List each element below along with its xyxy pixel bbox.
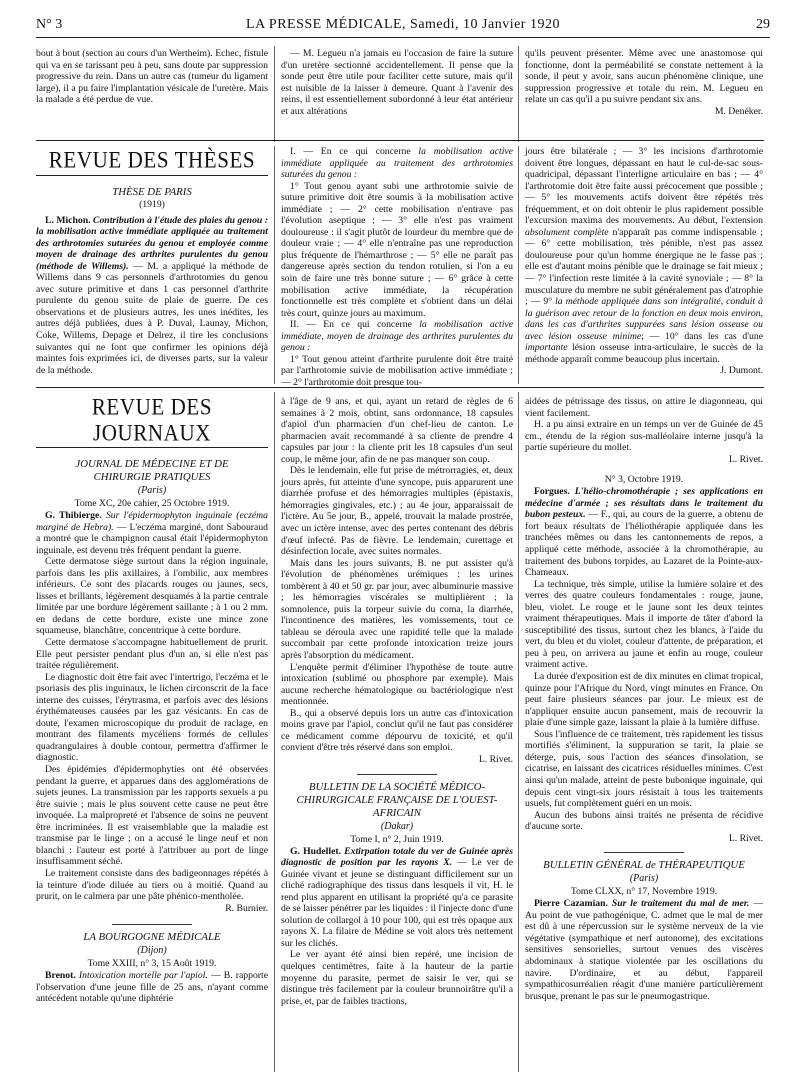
- journal-4-title: BULLETIN GÉNÉRAL de THÉRAPEUTIQUE: [543, 859, 745, 872]
- article-3-p3: aidées de pétrissage des tissus, on attire le diagonneau, qui vient facilement.: [525, 396, 763, 419]
- theses-section-title: REVUE DES THÈSES: [48, 147, 256, 173]
- journaux-section-title: REVUE DES JOURNAUX: [91, 394, 213, 446]
- theses-col-3-italic-3: importante: [525, 342, 568, 354]
- journal-3-place: (Dakar): [380, 820, 414, 832]
- journal-4-place: (Paris): [629, 873, 659, 885]
- article-4-p4: Sous l'influence de ce traitement, très rapidement les tissus mortifiés s'éliminent, la suppuration se tarit, la plaie se déterge, puis, sous l'action des séances d'insolation, se cicatrise, en laissant des cicatrices résiduelles minimes. C'est ainsi qu'un malade, atteint de peste bubonique inguinale, qui depuis cent vingt-six jours résistait à tous les traitements usuels, fut complètement guéri en un mois.: [525, 728, 763, 810]
- theses-col-2: [281, 146, 513, 388]
- journal-3-title: BULLETIN DE LA SOCIÉTÉ MÉDICO-CHIRURGICALE FRANÇAISE DE L'OUEST-AFRICAIN: [296, 780, 498, 819]
- journal-2-place: (Dijon): [137, 945, 167, 957]
- article-4-p3: La durée d'exposition est de dix minutes en climat tropical, quinze pour l'Afrique du Nord, vingt minutes en France. On peut faire plusieurs séances par jour. Le mieux est de n'appliquer ensuite aucun pansement, mais de recouvrir la plaie d'une simple gaze, laissant la plaie à la lumière diffuse.: [525, 671, 763, 729]
- journal-3-volume: Tome I, n° 2, Juin 1919.: [350, 833, 444, 845]
- journal-3-issue-2: N° 3, Octobre 1919.: [604, 474, 684, 486]
- article-2-p6: B., qui a observé depuis lors un autre cas d'intoxication moins grave par l'apiol, conclut qu'il ne faut pas considérer ce médicament comme dépourvu de toxicité, et qu'il convient d'être très réservé dans son emploi.: [281, 707, 513, 754]
- theses-col-3-text-2: n'apparaît pas comme indispensable ; — 6° cette mobilisation, très pénible, n'est pas assez douloureuse pour qu'un homme énergique ne le fasse pas ; elle est d'autant moins pénible que le drainage se fait mieux ; — 7° l'infection reste limitée à la cavité synoviale ; — 8° la musculature du membre ne subit généralement pas d'atrophie ; — 9°: [525, 226, 763, 308]
- article-4-p5: Aucun des bubons ainsi traités ne présenta de récidive d'aucune sorte.: [525, 809, 763, 833]
- article-1-p6: Le traitement consiste dans des badigeonnages répétés à la teinture d'iode diluée au tiers ou à moitié. Quand au prurit, on le calmera par une pâte phénico-mentholée.: [36, 867, 268, 903]
- theses-col-3-text-3: ; — 10° dans les cas d'une: [641, 330, 764, 342]
- article-5-author: Pierre Cazamian.: [534, 898, 608, 910]
- article-4-signature: L. Rivet.: [728, 832, 763, 844]
- theses-author: L. Michon.: [45, 214, 91, 226]
- page-header: [36, 17, 770, 38]
- article-3-p4: H. a pu ainsi extraire en un temps un ver de Guinée de 45 cm., étendu de la région sus-malléolaire interne jusqu'à la partie supérieure du mollet.: [525, 419, 763, 454]
- article-4-author: Forgues.: [534, 486, 570, 498]
- journal-2-volume: Tome XXIII, n° 3, 15 Août 1919.: [87, 958, 217, 970]
- article-2-p3: Dès le lendemain, elle fut prise de métrorragies, et, deux jours après, fut atteinte d'une syncope, puis apparurent une diarrhée profuse et des hémorragies multiples (épistaxis, hémorragies gingivales, etc.) ; au 4e jour, apparaissait de l'ictère. Au 5e jour, B., appelé, trouvait la malade prostrée, avec un ictère intense, avec des pertes contenant des débris d'œuf infecté. Pas de fièvre. Le lendemain, curettage et désinfection locale, avec suites normales.: [281, 465, 513, 558]
- theses-col-1-text: — M. a appliqué la méthode de Willems dans 9 cas personnels d'arthrotomies du genou avec suture primitive et dans 1 cas personnel d'arthrite purulente du genou suite de plaie de guerre. De ces observations et de plusieurs autres, les unes inédites, les autres déjà publiées, dues à P. Duval, Launay, Michon, Coke, Willems, Depage et Delrez, il tire les conclusions suivantes qui ne font que confirmer les opinions déjà maintes fois exprimées ici, de diverses parts, sur la valeur de la méthode.: [36, 260, 269, 376]
- top-col-1: [36, 48, 268, 144]
- article-1-p3: Cette dermatose s'accompagne habituellement de prurit. Elle peut persister pendant plus d'un an, si elle n'est pas traitée régulièrement.: [36, 637, 268, 672]
- article-2-p4: Mais dans les jours suivants, B. ne put assister qu'à l'évolution de phénomènes urémiques : les urines tombèrent à 40 et 50 gr. par jour, avec albuminurie massive ; les hémorragies viscérales se multiplièrent ; la somnolence, puis la torpeur suivie du coma, la diarrhée, l'incontinence des matières, les vomissements, tout ce tableau se déroula avec une rapidité telle que la malade succombait par cette profonde intoxication treize jours après l'absorption du médicament.: [281, 557, 513, 662]
- theses-col-3: [525, 146, 763, 382]
- journaux-col-1: [36, 396, 268, 1072]
- issue-number: N° 3: [36, 17, 63, 32]
- journal-1-title: JOURNAL DE MÉDECINE ET DE CHIRURGIE PRATIQUES: [75, 458, 229, 483]
- theses-col-3-text-1: jours être bilatérale ; — 3° les incisions d'arthrotomie doivent être longues, dépassant en haut le cul-de-sac sous-quadricipal, dépassant l'interligne articulaire en bas ; — 4° l'arthrotomie doit être faite aussi précocement que possible ; — 5° les mouvements actifs doivent être répétés très fréquemment, et on doit obtenir le plus rapidement possible l'excursion maxima des mouvements. Au début, l'extension: [525, 146, 763, 227]
- article-2-signature: L. Rivet.: [478, 753, 513, 765]
- article-2-title: Intoxication mortelle par l'apiol.: [78, 970, 208, 982]
- theses-part-1-title: la mobilisation active immédiate appliquée au traitement des arthrotomies suturées du genou :: [281, 146, 513, 181]
- theses-part-1-lead: I. — En ce qui concerne: [290, 146, 411, 157]
- theses-col-3-italic-2: la méthode appliquée dans son intégralité, conduit à la guérison avec retour de la fonction en deux mois environ, dans les cas d'arthrites suppurées sans lésion osseuse ou avec lésion osseuse minime: [525, 296, 763, 342]
- article-1-title: Sur l'épidermophyton inguinale (eczéma marginé de Hebra).: [36, 510, 268, 533]
- article-3-signature: L. Rivet.: [728, 453, 763, 465]
- journal-title: LA PRESSE MÉDICALE, Samedi, 10 Janvier 1920: [246, 17, 560, 32]
- article-1-p5: Des épidémies d'épidermophyties ont été observées pendant la guerre, et apparues dans des agglomérations de sujets jeunes. La transmission par les rapports sexuels a pu être suivie ; mais le plus souvent cette cause ne peut être invoquée. La malpropreté et l'absence de soins ne peuvent être incriminées. Il est vraisemblable que la maladie est transmise par le linge ; on a accusé le linge neuf et non blanchi : l'auteur est porté à l'attribuer au port de linge insuffisamment séché.: [36, 764, 268, 868]
- top-col-2-text: — M. Legueu n'a jamais eu l'occasion de faire la suture d'un uretère sectionné accidentellement. Il pense que la sonde peut être utile pour faciliter cette suture, mais qu'il est nuisible de la laisser à demeure. Quant à l'avenir des reins, il est essentiellement subordonné à leur état antérieur et aux altérations: [281, 48, 513, 117]
- journal-4-volume: Tome CLXX, n° 17, Novembre 1919.: [570, 886, 718, 898]
- theses-year: (1919): [139, 199, 165, 210]
- top-col-3: [525, 48, 763, 144]
- journal-2-title: LA BOURGOGNE MÉDICALE: [83, 931, 221, 944]
- article-4-title: L'hélio-chromothérapie ; ses applications en médecine d'armée ; ses résultats dans le traitement du bubon pesteux.: [525, 486, 764, 521]
- journaux-col-2: [281, 396, 513, 1072]
- article-1-signature: R. Burnier.: [225, 902, 268, 914]
- top-col-1-text: bout à bout (section au cours d'un Wertheim). Echec, fistule qui va en se tarissant peu à peu, sans doute par suppression progressive du rein. Dans un autre cas (tumeur du ligament large), il a pu faire l'implantation vésicale de l'uretère. Mais la malade a été perdue de vue.: [36, 48, 268, 106]
- article-2-p5: L'enquête permit d'éliminer l'hypothèse de toute autre intoxication (sublimé ou phosphore par exemple). Mais aucune recherche hématologique ou bactériologique n'est mentionnée.: [281, 661, 513, 708]
- theses-col-3-text-4: lésion osseuse intra-articulaire, le succès de la méthode apparaît comme beaucoup plus incertain.: [525, 342, 764, 365]
- article-2-p2: à l'âge de 9 ans, et qui, ayant un retard de règles de 6 semaines à 2 mois, obtint, sans ordonnance, 18 capsules d'apiol d'un pharmacien d'un chef-lieu de canton. Le pharmacien avait recommandé à sa cliente de prendre 4 capsules par jour : la cliente prit les 18 capsules d'un seul coup, le même jour, afin de ne pas manquer son coup.: [281, 396, 513, 465]
- theses-part-2-lead: II. — En ce qui concerne: [290, 319, 412, 331]
- theses-article-title: Contribution à l'étude des plaies du genou : la mobilisation active immédiate appliquée au traitement des arthrotomies suturées du genou et employée comme moyen de drainage des arthrites purulentes du genou (méthode de Willems).: [36, 214, 268, 272]
- article-3-p2: Le ver ayant été ainsi bien repéré, une incision de quelques centimètres, faite à la hauteur de la partie moyenne du parasite, permet de saisir le ver, qui se distingue très facilement par la couleur brunnoirâtre qu'il a prise, et, par de faibles tractions,: [281, 949, 513, 1007]
- article-1-p2: Cette dermatose siège surtout dans la région inguinale, parfois dans les plis axillaires, à l'ombilic, aux membres inférieurs. Ce sont des placards rouges ou jaunes, secs, lisses et brillants, légèrement desquamés à la partie centrale limitée par une bordure légèrement saillante ; à 1 ou 2 mm. en dedans de cette bordure, existe une mince zone squameuse, blanchâtre, concentrique à cette bordure.: [36, 556, 268, 637]
- journaux-col-3: [525, 396, 763, 1072]
- top-col-3-signature: M. Denéker.: [714, 105, 763, 117]
- theses-part-2-title: la mobilisation active immédiate, moyen de drainage des arthrites purulentes du genou :: [281, 319, 513, 354]
- article-3-author: G. Hudellet.: [290, 845, 342, 857]
- article-2-author: Brenot.: [45, 970, 76, 982]
- theses-part-2-text: 1° Tout genou atteint d'arthrite purulente doit être traité par l'arthrotomie suivie de mobilisation active immédiate ; — 2° l'arthrotomie doit presque tou-: [281, 353, 513, 388]
- article-3-title: Extirpation totale du ver de Guinée après diagnostic de position par les rayons X.: [281, 845, 513, 869]
- article-5-p1: — Au point de vue pathogénique, C. admet que le mal de mer est dû à une répercussion sur le système nerveux de la vie végétative (sympathique et nerf autonome), des excitations sensitives sensorielles, surtout venues des viscères abdominaux à statique violentée par les oscillations du navire. D'ordinaire, et au début, l'appareil sympathicosurréalien réagit d'une manière particulièrement brusque, prenant le pas sur le pneumogastrique.: [525, 898, 764, 1002]
- article-2-p1: — B. rapporte l'observation d'une jeune fille de 25 ans, n'ayant comme antécédent notable qu'une diphtérie: [36, 970, 269, 1005]
- top-col-3-text: qu'ils peuvent présenter. Même avec une anastomose qui fonctionne, dont la perméabilité se constate nettement à la sonde, il peut y avoir, sans aucun phénomène clinique, une suppression progressive et totale du rein. M. Legueu en relate un cas qu'il a pu suivre pendant six ans.: [525, 48, 763, 106]
- top-col-2: [281, 48, 513, 144]
- article-4-p1: — F., qui, au cours de la guerre, a obtenu de fort beaux résultats de l'héliothérapie appliquée dans les tranchées mêmes ou dans les cantonnements de repos, a appliqué cette méthode, associée à la chromothérapie, au traitement des bubons torpides, au Lazaret de la Pointe-aux-Chameaux.: [525, 509, 763, 579]
- article-5-title: Sur le traitement du mal de mer.: [611, 898, 750, 910]
- article-1-p1: — L'eczéma marginé, dont Sabouraud a montré que le champignon causal était l'épidermophyton inguinale, est devenu très fréquent pendant la guerre.: [36, 521, 269, 556]
- article-4-p2: La technique, très simple, utilise la lumière solaire et des verres des quatre couleurs fondamentales : rouge, jaune, bleu, violet. Le rouge et le jaune sont les deux teintes vraiment thérapeutiques. Mais il importe de tâter d'abord la susceptibilité des tissus, surtout chez les blancs, à l'aide du vert, du bleu et du violet, couleur d'attente, de préparation, et peu à peu, on arrivera au jaune et enfin au rouge, couleur vraiment active.: [525, 578, 763, 671]
- theses-signature: J. Dumont.: [720, 365, 763, 377]
- article-1-p4: Le diagnostic doit être fait avec l'intertrigo, l'eczéma et le psoriasis des plis inguinaux, le lichen circonscrit de la face interne des cuisses, l'érytrasma, et parfois avec des lésions érythémateuses causées par les gaz vésicants. En cas de doute, l'examen microscopique du produit de raclage, en montrant des filaments mycéliens formés de cellules quadrangulaires à double contour, permettra d'affirmer le diagnostic.: [36, 671, 268, 764]
- article-1-author: G. Thibierge.: [45, 510, 102, 521]
- theses-subtitle: THÈSE DE PARIS: [112, 186, 192, 198]
- journal-1-volume: Tome XC, 20e cahier, 25 Octobre 1919.: [74, 498, 230, 509]
- journal-1-place: (Paris): [137, 485, 167, 496]
- article-3-p1: — Le ver de Guinée vivant et jeune se distinguant difficilement sur un cliché radiographique des tissus dans lesquels il vit, H. le rend plus apparent en utilisant la propriété qu'a ce parasite de se laisser pénétrer par les liquides : il l'injecte donc d'une solution de collargol à 10 pour 100, qui est très opaque aux rayons X. La filaire de Médine se voit alors très nettement sur les clichés.: [281, 857, 513, 949]
- theses-col-3-italic-1: absolument complète: [525, 226, 609, 238]
- theses-part-1-text: 1° Tout genou ayant subi une arthrotomie suivie de suture primitive doit être soumis à la mobilisation active immédiate ; — 2° cette mobilisation n'entrave pas l'évolution aseptique ; — 3° elle n'est pas vraiment douloureuse : il s'agit plutôt de lourdeur du membre que de douleur vraie ; — 4° elle n'entraîne pas une reproduction plus fréquente de l'hémarthrose ; — 5° elle ne paraît pas dangereuse après section du tendon rotulien, si l'on a eu soin de faire une très bonne suture ; — 6° grâce à cette mobilisation active immédiate, la récupération fonctionnelle est très complète et s'obtient dans un délai très court, quinze jours au maximum.: [281, 180, 513, 319]
- page-number: 29: [756, 17, 770, 32]
- theses-col-1: [36, 148, 268, 384]
